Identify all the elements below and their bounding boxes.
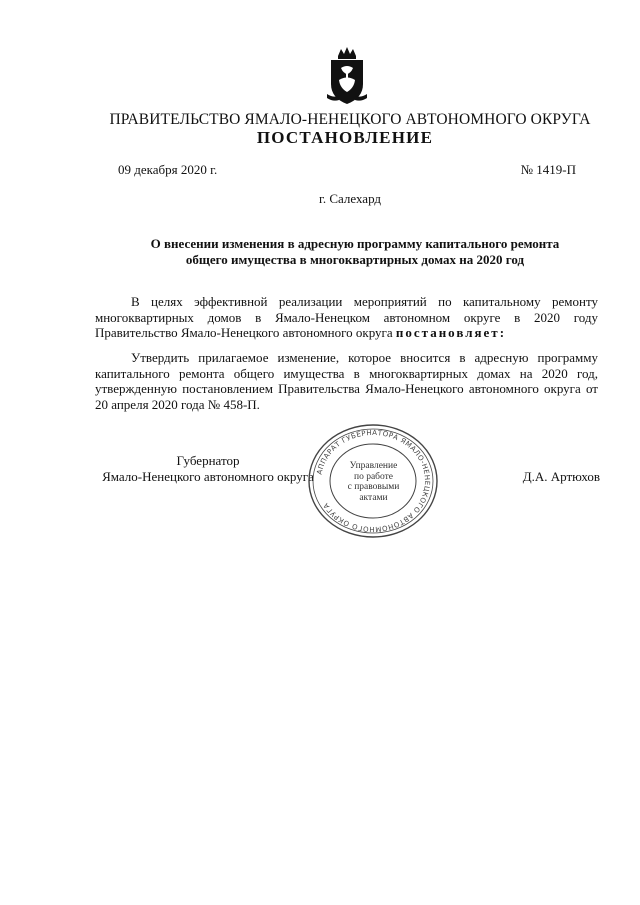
document-date: 09 декабря 2020 г. bbox=[118, 162, 218, 177]
preamble-text: В целях эффективной реализации мероприятий по капитальному ремонту многоквартирных домов в Ямало-Ненецком автономном округе в 2020 году Правительство Ямало-Ненецкого автономного округа bbox=[95, 294, 598, 340]
stamp-line-1: Управление bbox=[349, 461, 398, 471]
signatory-name: Д.А. Артюхов bbox=[522, 469, 600, 484]
document-city: г. Салехард bbox=[318, 191, 382, 206]
stamp-line-2: по работе bbox=[353, 471, 393, 482]
stamp-ring-text: АППАРАТ ГУБЕРНАТОРА ЯМАЛО-НЕНЕЦКОГО АВТОНОМНОГО ОКРУГА bbox=[315, 428, 432, 534]
signatory-title bbox=[95, 453, 321, 485]
subject-line-1: О внесении изменения в адресную программу капитального ремонта bbox=[150, 236, 560, 251]
stamp-center-text bbox=[335, 461, 412, 503]
signatory-position: Губернатор bbox=[176, 453, 240, 468]
signatory-region: Ямало-Ненецкого автономного округа bbox=[102, 469, 314, 484]
document-subject bbox=[110, 236, 600, 268]
subject-line-2: общего имущества в многоквартирных домах на 2020 год bbox=[185, 252, 525, 267]
document-number: № 1419-П bbox=[520, 162, 576, 177]
document-type: ПОСТАНОВЛЕНИЕ bbox=[256, 128, 434, 147]
preamble-paragraph bbox=[95, 294, 598, 341]
coat-of-arms-icon bbox=[325, 46, 369, 106]
decision-paragraph bbox=[95, 350, 598, 412]
stamp-line-4: актами bbox=[359, 492, 388, 503]
decision-text: Утвердить прилагаемое изменение, которое вносится в адресную программу капитального ремонта общего имущества в многоквартирных домах на 2020 год, утвержденную постановлением Правительства Ямало-Ненецкого автономного округа от 20 апреля 2020 года № 458-П. bbox=[95, 350, 598, 412]
decision-keyword: постановляет: bbox=[395, 325, 507, 340]
stamp-line-3: с правовыми bbox=[347, 482, 400, 492]
government-title: ПРАВИТЕЛЬСТВО ЯМАЛО-НЕНЕЦКОГО АВТОНОМНОГО ОКРУГА bbox=[109, 111, 591, 128]
